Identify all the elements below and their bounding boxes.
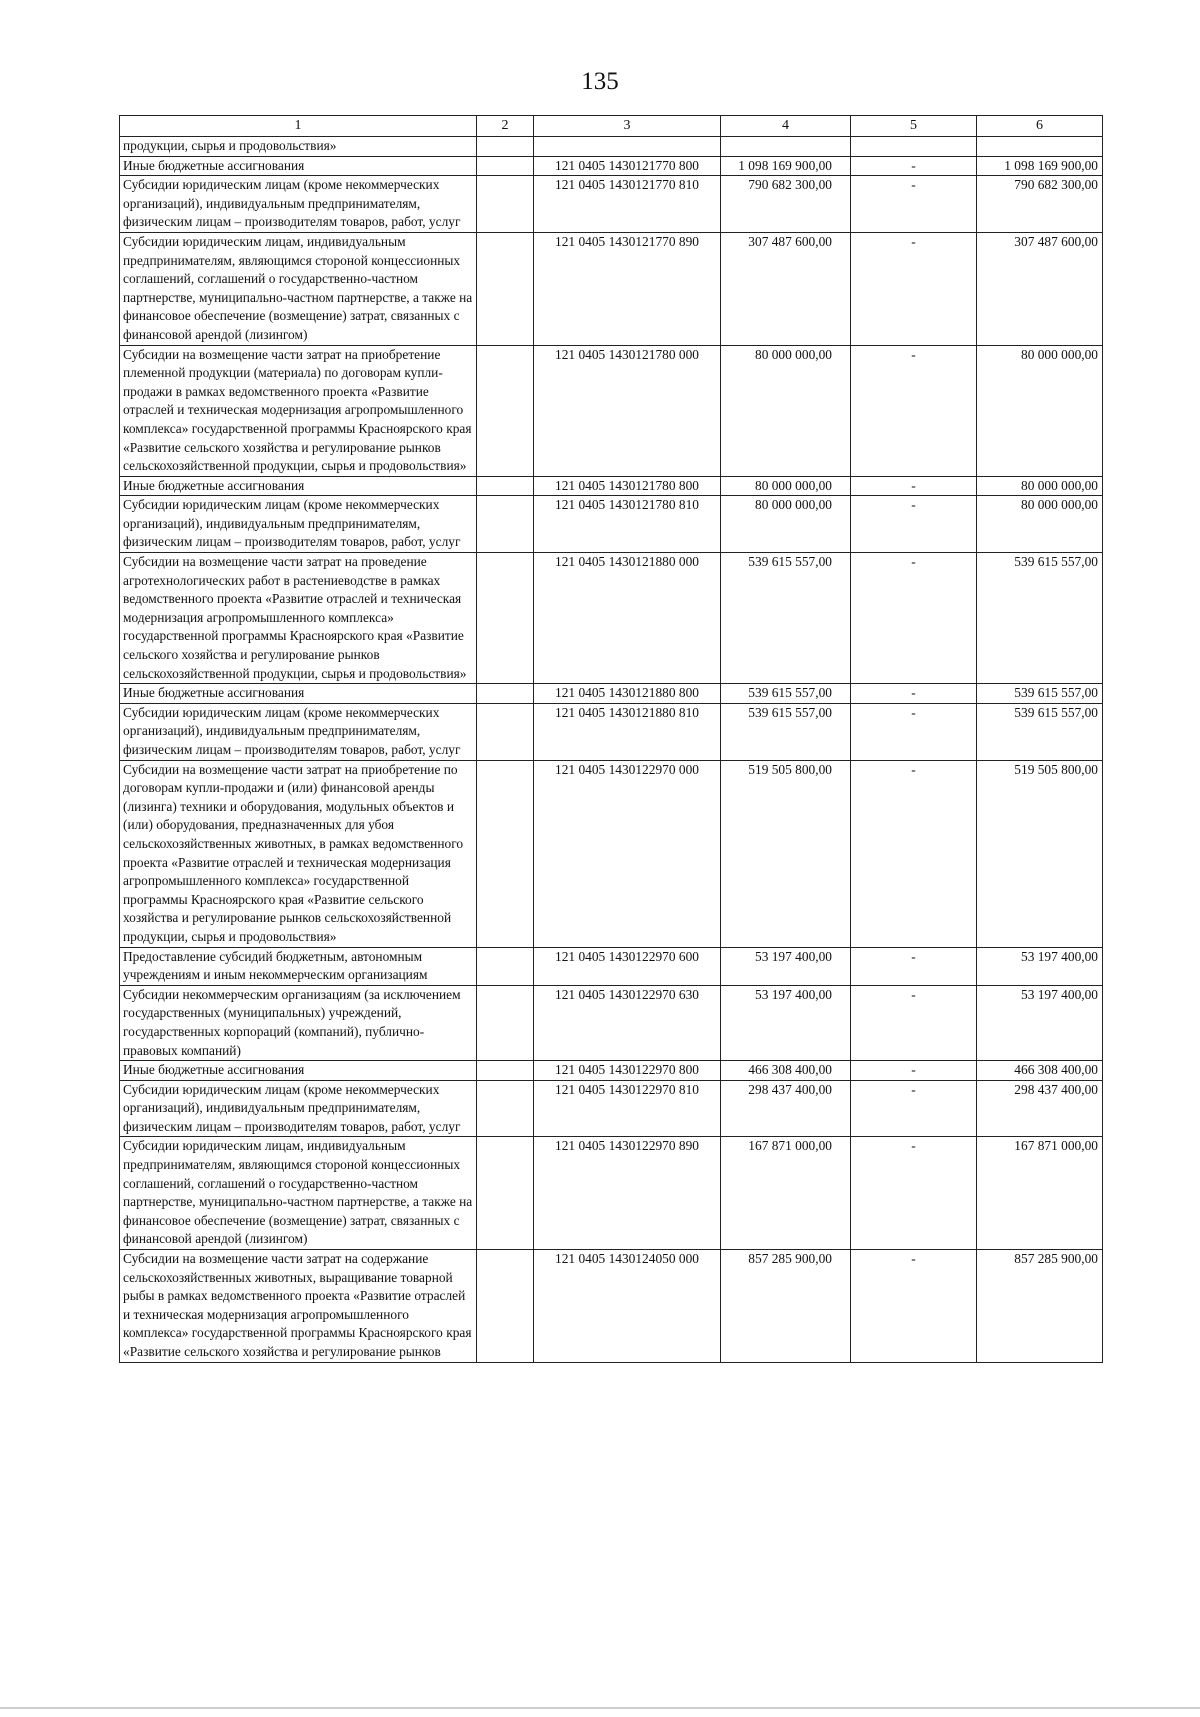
row-col2-cell	[477, 985, 534, 1060]
table-row	[120, 553, 1103, 684]
row-col5-cell: -	[851, 156, 977, 176]
row-name-cell: Субсидии на возмещение части затрат на приобретение племенной продукции (материала) по договорам купли-продажи в рамках ведомственного проекта «Развитие отраслей и техническая модернизация агропромышленного комплекса» государственной программы Красноярского края «Развитие сельского хозяйства и регулирование рынков сельскохозяйственной продукции, сырья и продовольствия»	[120, 345, 477, 476]
row-total-cell: 539 615 557,00	[977, 553, 1103, 684]
row-total-cell: 519 505 800,00	[977, 760, 1103, 947]
row-col5-cell: -	[851, 684, 977, 704]
row-col5-cell: -	[851, 345, 977, 476]
row-col5-cell: -	[851, 496, 977, 553]
row-col2-cell	[477, 476, 534, 496]
row-code-cell: 121 0405 1430121780 000	[534, 345, 721, 476]
column-header: 1	[120, 116, 477, 137]
row-code-cell	[534, 137, 721, 157]
column-header: 6	[977, 116, 1103, 137]
row-col2-cell	[477, 232, 534, 345]
page-number: 135	[581, 68, 619, 95]
table-row	[120, 176, 1103, 233]
row-name-cell: Субсидии на возмещение части затрат на приобретение по договорам купли-продажи и (или) финансовой аренды (лизинга) техники и оборудования, модульных объектов и (или) оборудования, предназначенных для убоя сельскохозяйственных животных, в рамках ведомственного проекта «Развитие отраслей и техническая модернизация агропромышленного комплекса» государственной программы Красноярского края «Развитие сельского хозяйства и регулирование рынков сельскохозяйственной продукции, сырья и продовольствия»	[120, 760, 477, 947]
row-amount-cell: 466 308 400,00	[721, 1061, 851, 1081]
row-col5-cell: -	[851, 553, 977, 684]
row-total-cell: 80 000 000,00	[977, 476, 1103, 496]
row-name-cell: Предоставление субсидий бюджетным, автономным учреждениям и иным некоммерческим организациям	[120, 947, 477, 985]
row-col2-cell	[477, 760, 534, 947]
column-header: 2	[477, 116, 534, 137]
row-amount-cell: 539 615 557,00	[721, 684, 851, 704]
row-col2-cell	[477, 684, 534, 704]
row-col2-cell	[477, 947, 534, 985]
row-col2-cell	[477, 553, 534, 684]
row-total-cell: 466 308 400,00	[977, 1061, 1103, 1081]
table-header-row	[120, 116, 1103, 137]
row-total-cell	[977, 137, 1103, 157]
row-code-cell: 121 0405 1430121880 800	[534, 684, 721, 704]
row-amount-cell: 298 437 400,00	[721, 1080, 851, 1137]
row-name-cell: Иные бюджетные ассигнования	[120, 156, 477, 176]
row-col2-cell	[477, 1061, 534, 1081]
row-total-cell: 539 615 557,00	[977, 684, 1103, 704]
row-total-cell: 53 197 400,00	[977, 947, 1103, 985]
table-row	[120, 345, 1103, 476]
row-amount-cell: 857 285 900,00	[721, 1250, 851, 1363]
row-name-cell: Субсидии на возмещение части затрат на содержание сельскохозяйственных животных, выращивание товарной рыбы в рамках ведомственного проекта «Развитие отраслей и техническая модернизация агропромышленного комплекса» государственной программы Красноярского края «Развитие сельского хозяйства и регулирование рынков	[120, 1250, 477, 1363]
table-row	[120, 760, 1103, 947]
table-row	[120, 985, 1103, 1060]
row-col5-cell: -	[851, 1137, 977, 1250]
row-code-cell: 121 0405 1430121780 800	[534, 476, 721, 496]
row-total-cell: 857 285 900,00	[977, 1250, 1103, 1363]
row-code-cell: 121 0405 1430122970 800	[534, 1061, 721, 1081]
row-code-cell: 121 0405 1430122970 600	[534, 947, 721, 985]
row-col5-cell: -	[851, 176, 977, 233]
row-code-cell: 121 0405 1430122970 000	[534, 760, 721, 947]
row-col2-cell	[477, 496, 534, 553]
row-name-cell: Субсидии некоммерческим организациям (за исключением государственных (муниципальных) учреждений, государственных корпораций (компаний), публично-правовых компаний)	[120, 985, 477, 1060]
row-amount-cell: 80 000 000,00	[721, 496, 851, 553]
table-row	[120, 684, 1103, 704]
row-code-cell: 121 0405 1430121880 000	[534, 553, 721, 684]
row-code-cell: 121 0405 1430121770 890	[534, 232, 721, 345]
row-total-cell: 80 000 000,00	[977, 496, 1103, 553]
row-code-cell: 121 0405 1430122970 630	[534, 985, 721, 1060]
row-total-cell: 539 615 557,00	[977, 703, 1103, 760]
row-name-cell: Субсидии юридическим лицам (кроме некоммерческих организаций), индивидуальным предпринимателям, физическим лицам – производителям товаров, работ, услуг	[120, 496, 477, 553]
row-name-cell: Субсидии юридическим лицам (кроме некоммерческих организаций), индивидуальным предпринимателям, физическим лицам – производителям товаров, работ, услуг	[120, 1080, 477, 1137]
table-row	[120, 1137, 1103, 1250]
row-amount-cell: 539 615 557,00	[721, 553, 851, 684]
table-row	[120, 1080, 1103, 1137]
row-amount-cell: 1 098 169 900,00	[721, 156, 851, 176]
table-row	[120, 947, 1103, 985]
row-total-cell: 53 197 400,00	[977, 985, 1103, 1060]
row-code-cell: 121 0405 1430121780 810	[534, 496, 721, 553]
table-row	[120, 156, 1103, 176]
table-row	[120, 1061, 1103, 1081]
row-code-cell: 121 0405 1430122970 890	[534, 1137, 721, 1250]
row-total-cell: 307 487 600,00	[977, 232, 1103, 345]
row-col2-cell	[477, 1250, 534, 1363]
table-row	[120, 476, 1103, 496]
row-col2-cell	[477, 137, 534, 157]
row-amount-cell: 519 505 800,00	[721, 760, 851, 947]
row-col2-cell	[477, 703, 534, 760]
row-total-cell: 167 871 000,00	[977, 1137, 1103, 1250]
row-name-cell: Иные бюджетные ассигнования	[120, 684, 477, 704]
row-col5-cell	[851, 137, 977, 157]
row-col5-cell: -	[851, 1061, 977, 1081]
row-name-cell: Субсидии юридическим лицам (кроме некоммерческих организаций), индивидуальным предпринимателям, физическим лицам – производителям товаров, работ, услуг	[120, 703, 477, 760]
row-amount-cell	[721, 137, 851, 157]
row-col2-cell	[477, 1080, 534, 1137]
row-total-cell: 298 437 400,00	[977, 1080, 1103, 1137]
row-col5-cell: -	[851, 703, 977, 760]
table-row	[120, 232, 1103, 345]
row-col2-cell	[477, 176, 534, 233]
row-col5-cell: -	[851, 985, 977, 1060]
row-col5-cell: -	[851, 760, 977, 947]
row-col5-cell: -	[851, 1250, 977, 1363]
row-code-cell: 121 0405 1430121770 800	[534, 156, 721, 176]
row-code-cell: 121 0405 1430122970 810	[534, 1080, 721, 1137]
row-code-cell: 121 0405 1430121770 810	[534, 176, 721, 233]
row-name-cell: Иные бюджетные ассигнования	[120, 476, 477, 496]
column-header: 3	[534, 116, 721, 137]
row-col2-cell	[477, 1137, 534, 1250]
column-header: 4	[721, 116, 851, 137]
row-amount-cell: 53 197 400,00	[721, 947, 851, 985]
row-code-cell: 121 0405 1430124050 000	[534, 1250, 721, 1363]
row-total-cell: 790 682 300,00	[977, 176, 1103, 233]
row-name-cell: Субсидии юридическим лицам, индивидуальным предпринимателям, являющимся стороной концессионных соглашений, соглашений о государственно-частном партнерстве, муниципально-частном партнерстве, а также на финансовое обеспечение (возмещение) затрат, связанных с финансовой арендой (лизингом)	[120, 1137, 477, 1250]
row-col2-cell	[477, 156, 534, 176]
row-amount-cell: 539 615 557,00	[721, 703, 851, 760]
row-name-cell: Субсидии юридическим лицам, индивидуальным предпринимателям, являющимся стороной концессионных соглашений, соглашений о государственно-частном партнерстве, муниципально-частном партнерстве, а также на финансовое обеспечение (возмещение) затрат, связанных с финансовой арендой (лизингом)	[120, 232, 477, 345]
row-amount-cell: 53 197 400,00	[721, 985, 851, 1060]
table-row	[120, 496, 1103, 553]
row-amount-cell: 307 487 600,00	[721, 232, 851, 345]
row-name-cell: Иные бюджетные ассигнования	[120, 1061, 477, 1081]
table-row	[120, 137, 1103, 157]
row-col5-cell: -	[851, 1080, 977, 1137]
row-name-cell: продукции, сырья и продовольствия»	[120, 137, 477, 157]
row-col5-cell: -	[851, 947, 977, 985]
scan-edge-line	[0, 1707, 1200, 1709]
row-amount-cell: 80 000 000,00	[721, 476, 851, 496]
row-total-cell: 1 098 169 900,00	[977, 156, 1103, 176]
row-col5-cell: -	[851, 232, 977, 345]
row-total-cell: 80 000 000,00	[977, 345, 1103, 476]
row-code-cell: 121 0405 1430121880 810	[534, 703, 721, 760]
column-header: 5	[851, 116, 977, 137]
table-row	[120, 1250, 1103, 1363]
row-name-cell: Субсидии на возмещение части затрат на проведение агротехнологических работ в растениеводстве в рамках ведомственного проекта «Развитие отраслей и техническая модернизация агропромышленного комплекса» государственной программы Красноярского края «Развитие сельского хозяйства и регулирование рынков сельскохозяйственной продукции, сырья и продовольствия»	[120, 553, 477, 684]
row-amount-cell: 790 682 300,00	[721, 176, 851, 233]
row-col2-cell	[477, 345, 534, 476]
row-col5-cell: -	[851, 476, 977, 496]
row-amount-cell: 80 000 000,00	[721, 345, 851, 476]
row-amount-cell: 167 871 000,00	[721, 1137, 851, 1250]
table-row	[120, 703, 1103, 760]
row-name-cell: Субсидии юридическим лицам (кроме некоммерческих организаций), индивидуальным предпринимателям, физическим лицам – производителям товаров, работ, услуг	[120, 176, 477, 233]
budget-table	[119, 115, 1103, 1363]
